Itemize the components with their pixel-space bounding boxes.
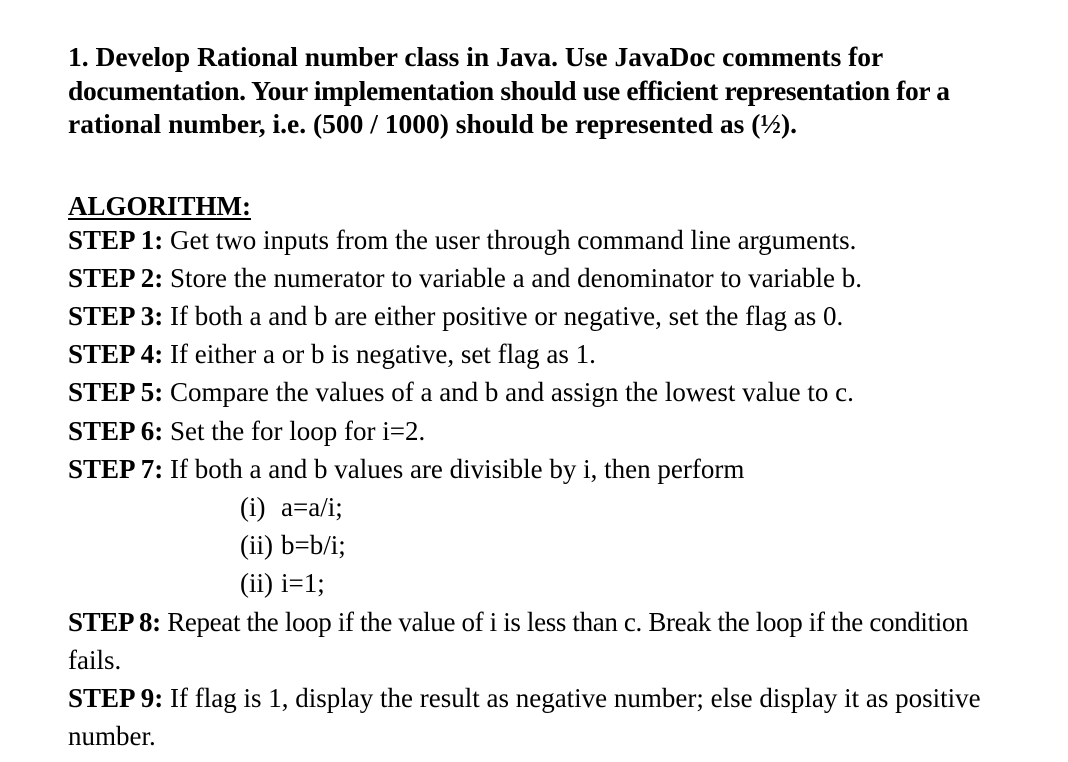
substep-number: (ii) — [240, 530, 273, 561]
step-8-continuation: fails. — [68, 644, 122, 675]
algorithm-steps — [68, 221, 1064, 756]
substep-number: (ii) — [240, 568, 273, 599]
step-text: If both a and b values are divisible by i, then perform — [163, 453, 745, 484]
step-label: STEP 4: — [68, 339, 164, 370]
step-6 — [68, 412, 1064, 450]
step-label: STEP 9: — [68, 682, 164, 713]
step-text: If flag is 1, display the result as negative number; else display it as positive — [163, 682, 981, 713]
question-text — [68, 40, 1064, 141]
step-text: Get two inputs from the user through command line arguments. — [163, 224, 857, 255]
step-label: STEP 8: — [68, 606, 161, 637]
substep-text: a=a/i; — [281, 491, 343, 522]
substep-3 — [68, 564, 1064, 602]
question-line-1: 1. Develop Rational number class in Java. Use JavaDoc comments for — [68, 41, 884, 72]
step-text: If both a and b are either positive or negative, set the flag as 0. — [163, 300, 844, 331]
step-4 — [68, 335, 1064, 373]
step-2 — [68, 259, 1064, 297]
question-line-3: rational number, i.e. (500 / 1000) should be represented as (½). — [68, 108, 798, 139]
algorithm-heading: ALGORITHM: — [68, 190, 252, 221]
step-text: Set the for loop for i=2. — [163, 415, 426, 446]
step-1 — [68, 221, 1064, 259]
substep-text: b=b/i; — [281, 530, 346, 561]
step-9 — [68, 679, 1064, 717]
step-label: STEP 6: — [68, 415, 164, 446]
step-text: Store the numerator to variable a and denominator to variable b. — [163, 262, 863, 293]
substep-number: (i) — [240, 491, 266, 522]
document-page — [68, 40, 1064, 755]
substep-text: i=1; — [281, 568, 325, 599]
step-label: STEP 7: — [68, 453, 164, 484]
step-label: STEP 1: — [68, 224, 164, 255]
question-line-2: documentation. Your implementation should use efficient representation for a — [68, 74, 950, 106]
step-text: Compare the values of a and b and assign the lowest value to c. — [163, 377, 854, 408]
step-5 — [68, 373, 1064, 411]
step-8 — [68, 603, 1064, 641]
substep-1 — [68, 488, 1064, 526]
step-text: Repeat the loop if the value of i is less than c. Break the loop if the condition — [160, 606, 969, 637]
step-label: STEP 2: — [68, 262, 164, 293]
step-text: If either a or b is negative, set flag as 1. — [163, 339, 596, 370]
step-9-continuation: number. — [68, 721, 156, 752]
step-7 — [68, 450, 1064, 488]
substep-2 — [68, 526, 1064, 564]
step-label: STEP 3: — [68, 300, 164, 331]
step-label: STEP 5: — [68, 377, 164, 408]
step-3 — [68, 297, 1064, 335]
